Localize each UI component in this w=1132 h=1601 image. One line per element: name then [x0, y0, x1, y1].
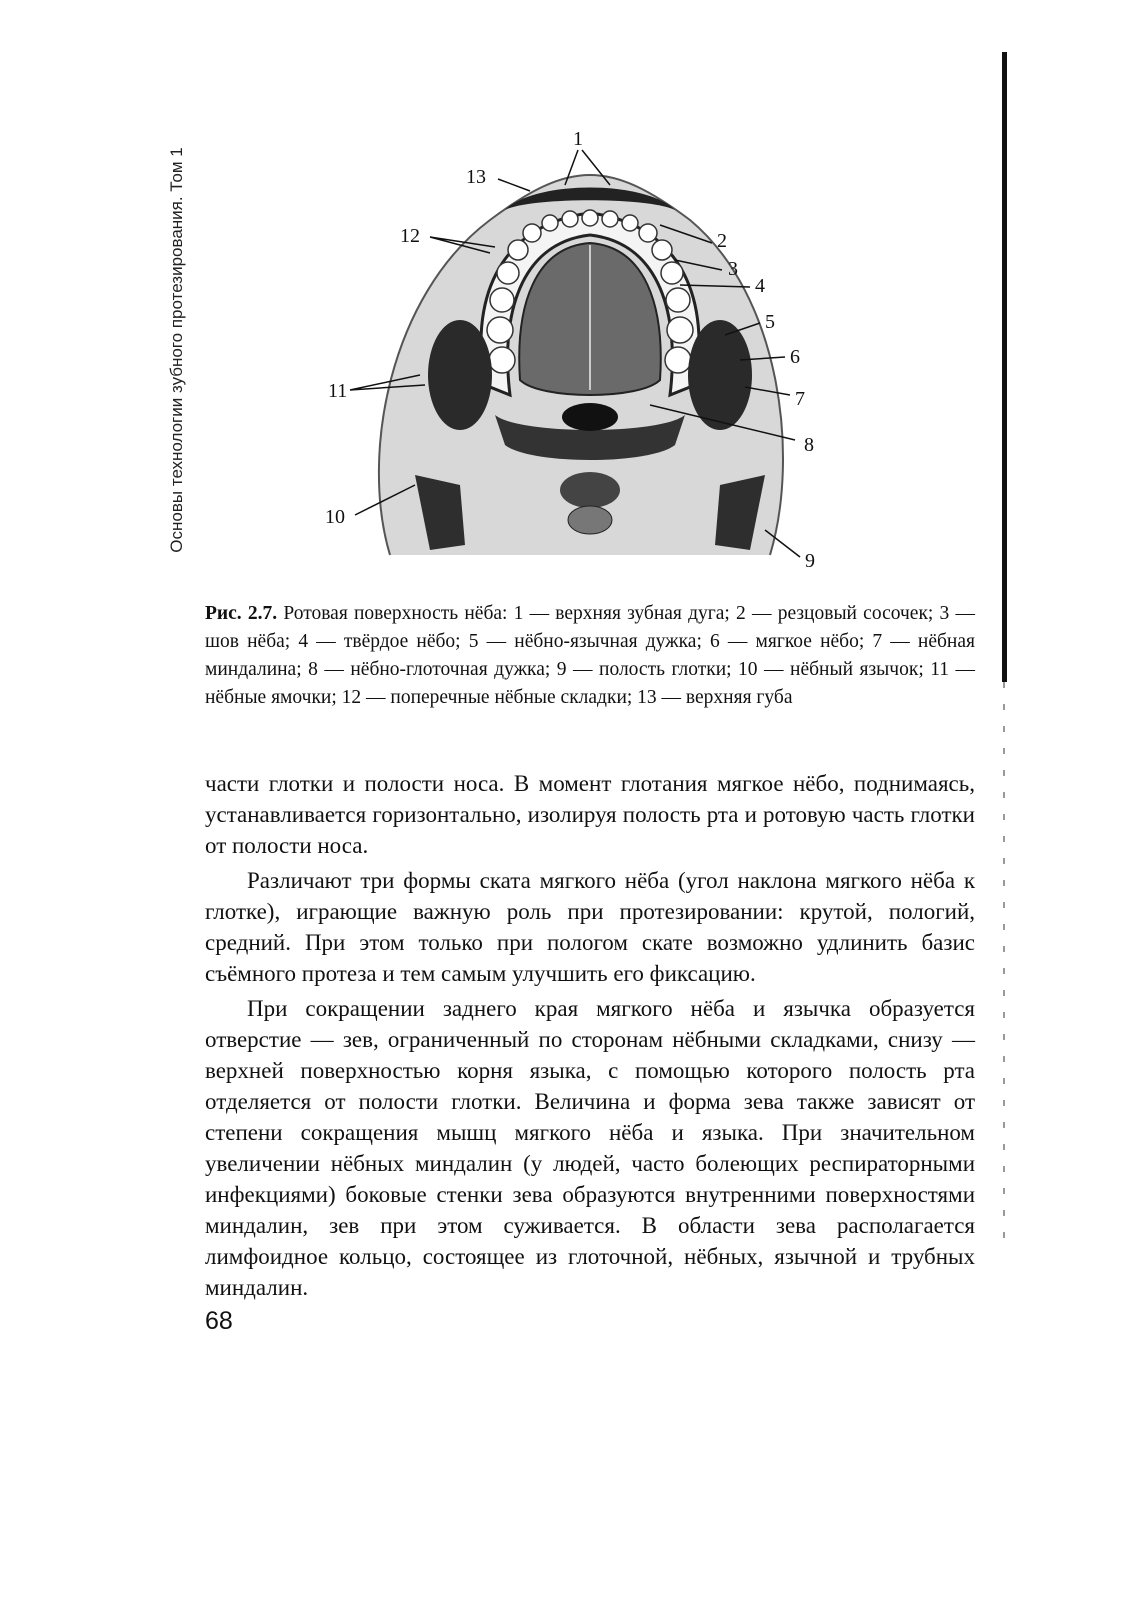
- left-tonsil-region: [428, 320, 492, 430]
- label-2: 2: [717, 230, 727, 252]
- uvula: [562, 403, 618, 431]
- label-7: 7: [795, 388, 805, 410]
- label-10: 10: [325, 506, 345, 528]
- anatomy-figure: [320, 125, 840, 585]
- label-3: 3: [728, 258, 738, 280]
- paragraph-1: части глотки и полости носа. В момент глотания мягкое нёбо, поднимаясь, устанавливается горизонтально, изолируя полость рта и ротовую часть глотки от полости носа.: [205, 771, 975, 858]
- paragraph-2: Различают три формы ската мягкого нёба (угол наклона мягкого нёба к глотке), играющие важную роль при протезировании: крутой, пологий, средний. При этом только при пологом скате возможно удлинить базис съёмного протеза и тем самым улучшить его фиксацию.: [205, 868, 975, 986]
- paragraph-3: При сокращении заднего края мягкого нёба и язычка образуется отверстие — зев, ограниченный по сторонам нёбными складками, снизу — верхней поверхностью корня языка, с помощью которого полость рта отделяется от полости глотки. Величина и форма зева также зависят от степени сокращения мышц мягкого нёба и языка. При значительном увеличении нёбных миндалин (у людей, часто болеющих респираторными инфекциями) боковые стенки зева образуются внутренними поверхностями миндалин, зев при этом суживается. В области зева располагается лимфоидное кольцо, состоящее из глоточной, нёбных, язычной и трубных миндалин.: [205, 996, 975, 1300]
- running-header-text: Основы технологии зубного протезирования. Том 1: [167, 147, 186, 553]
- label-6: 6: [790, 346, 800, 368]
- label-4: 4: [755, 275, 765, 297]
- label-13: 13: [466, 166, 486, 188]
- label-1: 1: [573, 128, 583, 150]
- vertebral-body: [568, 506, 612, 534]
- label-9: 9: [805, 550, 815, 572]
- right-tonsil-region: [688, 320, 752, 430]
- running-header: [162, 130, 192, 570]
- page-edge-shadow-dotted: [1003, 682, 1005, 1242]
- caption-label: Рис. 2.7.: [205, 603, 278, 624]
- label-8: 8: [804, 434, 814, 456]
- figure-caption: [205, 600, 975, 712]
- page-edge-shadow: [1002, 52, 1007, 682]
- label-12: 12: [400, 225, 420, 247]
- body-text: [205, 768, 975, 1303]
- page-number: 68: [205, 1307, 233, 1335]
- caption-text: Ротовая поверхность нёба: 1 — верхняя зубная дуга; 2 — резцовый сосочек; 3 — шов нёба; 4 — твёрдое нёбо; 5 — нёбно-язычная дужка; 6 — мягкое нёбо; 7 — нёбная миндалина; 8 — нёбно-глоточная дужка; 9 — полость глотки; 10 — нёбный язычок; 11 — нёбные ямочки; 12 — поперечные нёбные складки; 13 — верхняя губа: [205, 603, 975, 708]
- label-11: 11: [328, 380, 348, 402]
- vertebra: [560, 472, 620, 508]
- label-5: 5: [765, 311, 775, 333]
- palate-illustration: [320, 125, 840, 585]
